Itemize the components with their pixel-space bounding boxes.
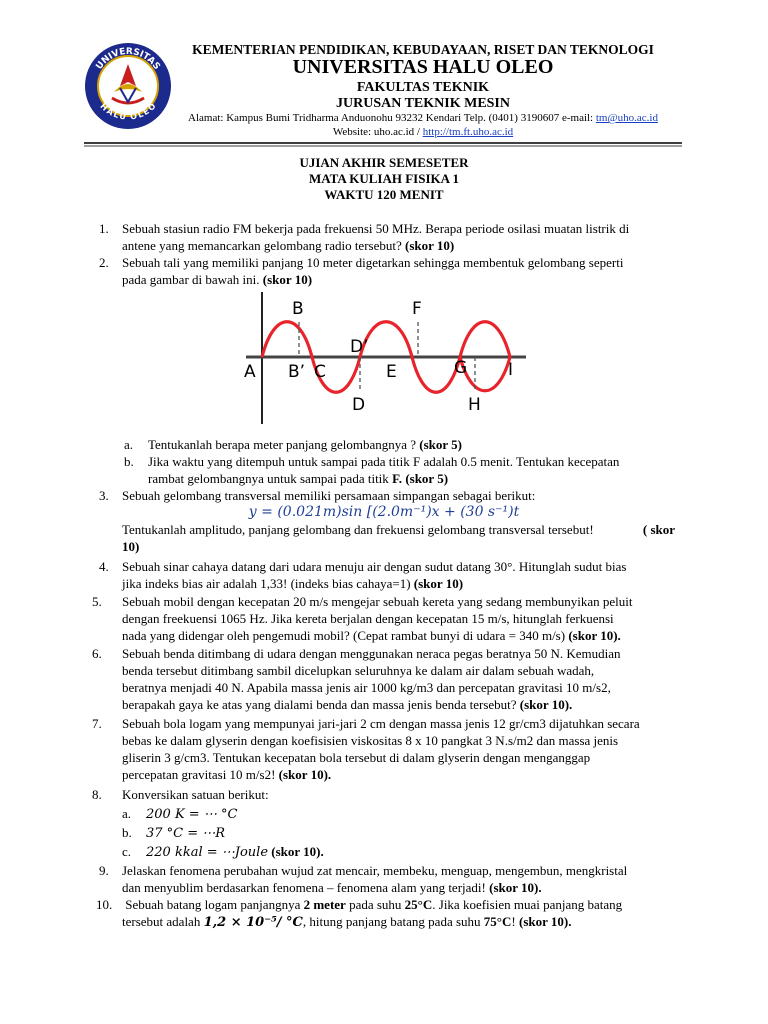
label-b-prime: B’ <box>288 362 306 382</box>
label-d-prime: D’ <box>350 337 369 357</box>
question-number: 10. <box>96 897 113 912</box>
department-name: JURUSAN TEKNIK MESIN <box>336 96 510 111</box>
question-4: Sebuah sinar cahaya datang dari udara menuju air dengan sudut datang 30°. Hitunglah sudut bias jika indeks bias air adalah 1,33! (indeks bias cahaya=1) (skor 10) <box>122 559 627 591</box>
subitem-label: a. <box>122 806 132 821</box>
svg-text:HALU OLEO: HALU OLEO <box>98 101 158 122</box>
question-2a: Tentukanlah berapa meter panjang gelombangnya ? (skor 5) <box>148 437 462 452</box>
question-7: Sebuah bola logam yang mempunyai jari-jari 2 cm dengan massa jenis 12 gr/cm3 dijatuhkan secara bebas ke dalam glyserin dengan koefisisien viskositas 8 x 10 pangkat 3 N.s/m2 dan massa jenis gliserin 3 g/cm3. Tentukan kecepatan bola tersebut di dalam glyserin dengan menganggap percepatan gravitasi 10 m/s2! (skor 10). <box>122 716 640 782</box>
subitem-label: a. <box>124 437 134 452</box>
label-e: E <box>386 362 397 382</box>
question-number: 1. <box>99 221 109 236</box>
label-f: F <box>412 299 422 319</box>
conversion-c: 220 kkal = ⋯Joule (skor 10). <box>146 844 324 860</box>
university-name: UNIVERSITAS HALU OLEO <box>292 56 554 78</box>
question-number: 5. <box>92 594 102 609</box>
exam-duration: WAKTU 120 MENIT <box>324 187 444 202</box>
question-2: Sebuah tali yang memiliki panjang 10 meter digetarkan sehingga membentuk gelombang seperti pada gambar di bawah ini. (skor 10) <box>122 255 624 287</box>
email-link[interactable]: tm@uho.ac.id <box>595 112 658 124</box>
label-d: D <box>352 395 366 415</box>
label-b: B <box>292 299 304 319</box>
question-6: Sebuah benda ditimbang di udara dengan menggunakan neraca pegas beratnya 50 N. Kemudian benda tersebut ditimbang sambil dicelupkan seluruhnya ke dalam air dalam sebuah wadah, beratnya menjadi 40 N. Apabila massa jenis air 1000 kg/m3 dan percepatan gravitasi 10 m/s2, berapakah gaya ke atas yang dialami benda dan massa jenis benda tersebut? (skor 10). <box>122 646 621 712</box>
course-name: MATA KULIAH FISIKA 1 <box>308 171 460 186</box>
question-3-task: Tentukanlah amplitudo, panjang gelombang dan frekuensi gelombang transversal tersebut! ( skor 10) <box>122 522 675 554</box>
ministry-name: KEMENTERIAN PENDIDIKAN, KEBUDAYAAN, RISET DAN TEKNOLOGI <box>192 42 654 57</box>
question-9: Jelaskan fenomena perubahan wujud zat mencair, membeku, menguap, mengembun, mengkristal dan menyublim berdasarkan fenomena – fenomena alam yang terjadi! (skor 10). <box>122 863 628 895</box>
question-number: 6. <box>92 646 102 661</box>
address-line: Alamat: Kampus Bumi Tridharma Anduonohu 93232 Kendari Telp. (0401) 3190607 e-mail: tm@uho.ac.id <box>188 112 658 124</box>
label-i: I <box>508 360 514 380</box>
question-number: 8. <box>92 787 102 802</box>
question-5: Sebuah mobil dengan kecepatan 20 m/s mengejar sebuah kereta yang sedang membunyikan peluit dengan freekuensi 1065 Hz. Jika kereta berjalan dengan kecepatan 15 m/s, hitunglah ferkuensi nada yang didengar oleh pengemudi mobil? (Cepat rambat bunyi di udara = 340 m/s) (skor 10). <box>122 594 633 643</box>
label-g: G <box>454 358 468 378</box>
website-line: Website: uho.ac.id / http://tm.ft.uho.ac.id <box>332 126 514 138</box>
conversion-b: 37 °C = ⋯R <box>146 826 226 841</box>
conversion-a: 200 K = ⋯ °C <box>146 807 238 822</box>
wave-equation: y = (0.021m)sin [(2.0m⁻¹)x + (30 s⁻¹)t <box>248 504 520 520</box>
university-logo <box>84 42 172 130</box>
question-8: Konversikan satuan berikut: <box>122 787 269 802</box>
subitem-label: b. <box>124 454 134 469</box>
wave-diagram <box>240 290 530 430</box>
question-number: 9. <box>99 863 109 878</box>
label-c: C <box>314 362 326 382</box>
faculty-name: FAKULTAS TEKNIK <box>356 80 490 95</box>
question-number: 2. <box>99 255 109 270</box>
header-divider <box>84 142 682 147</box>
question-3: Sebuah gelombang transversal memiliki persamaan simpangan sebagai berikut: <box>122 488 536 503</box>
subitem-label: b. <box>122 825 132 840</box>
question-2b: Jika waktu yang ditempuh untuk sampai pada titik F adalah 0.5 menit. Tentukan kecepatan rambat gelombangnya untuk sampai pada titik F. (skor 5) <box>148 454 620 486</box>
question-number: 4. <box>99 559 109 574</box>
question-number: 7. <box>92 716 102 731</box>
question-number: 3. <box>99 488 109 503</box>
svg-text:UNIVERSITAS: UNIVERSITAS <box>94 46 162 72</box>
question-1: Sebuah stasiun radio FM bekerja pada frekuensi 50 MHz. Berapa periode osilasi muatan listrik di antene yang memancarkan gelombang radio tersebut? (skor 10) <box>122 221 630 253</box>
label-a: A <box>244 362 256 382</box>
website-link[interactable]: http://tm.ft.uho.ac.id <box>422 126 514 138</box>
question-10: Sebuah batang logam panjangnya 2 meter pada suhu 25°C. Jika koefisien muai panjang batang tersebut adalah 1,2 × 10⁻⁵/ °C, hitung panjang batang pada suhu 75°C! (skor 10). <box>122 897 623 930</box>
label-h: H <box>468 395 481 415</box>
subitem-label: c. <box>122 844 132 859</box>
exam-title: UJIAN AKHIR SEMESETER <box>299 155 469 170</box>
